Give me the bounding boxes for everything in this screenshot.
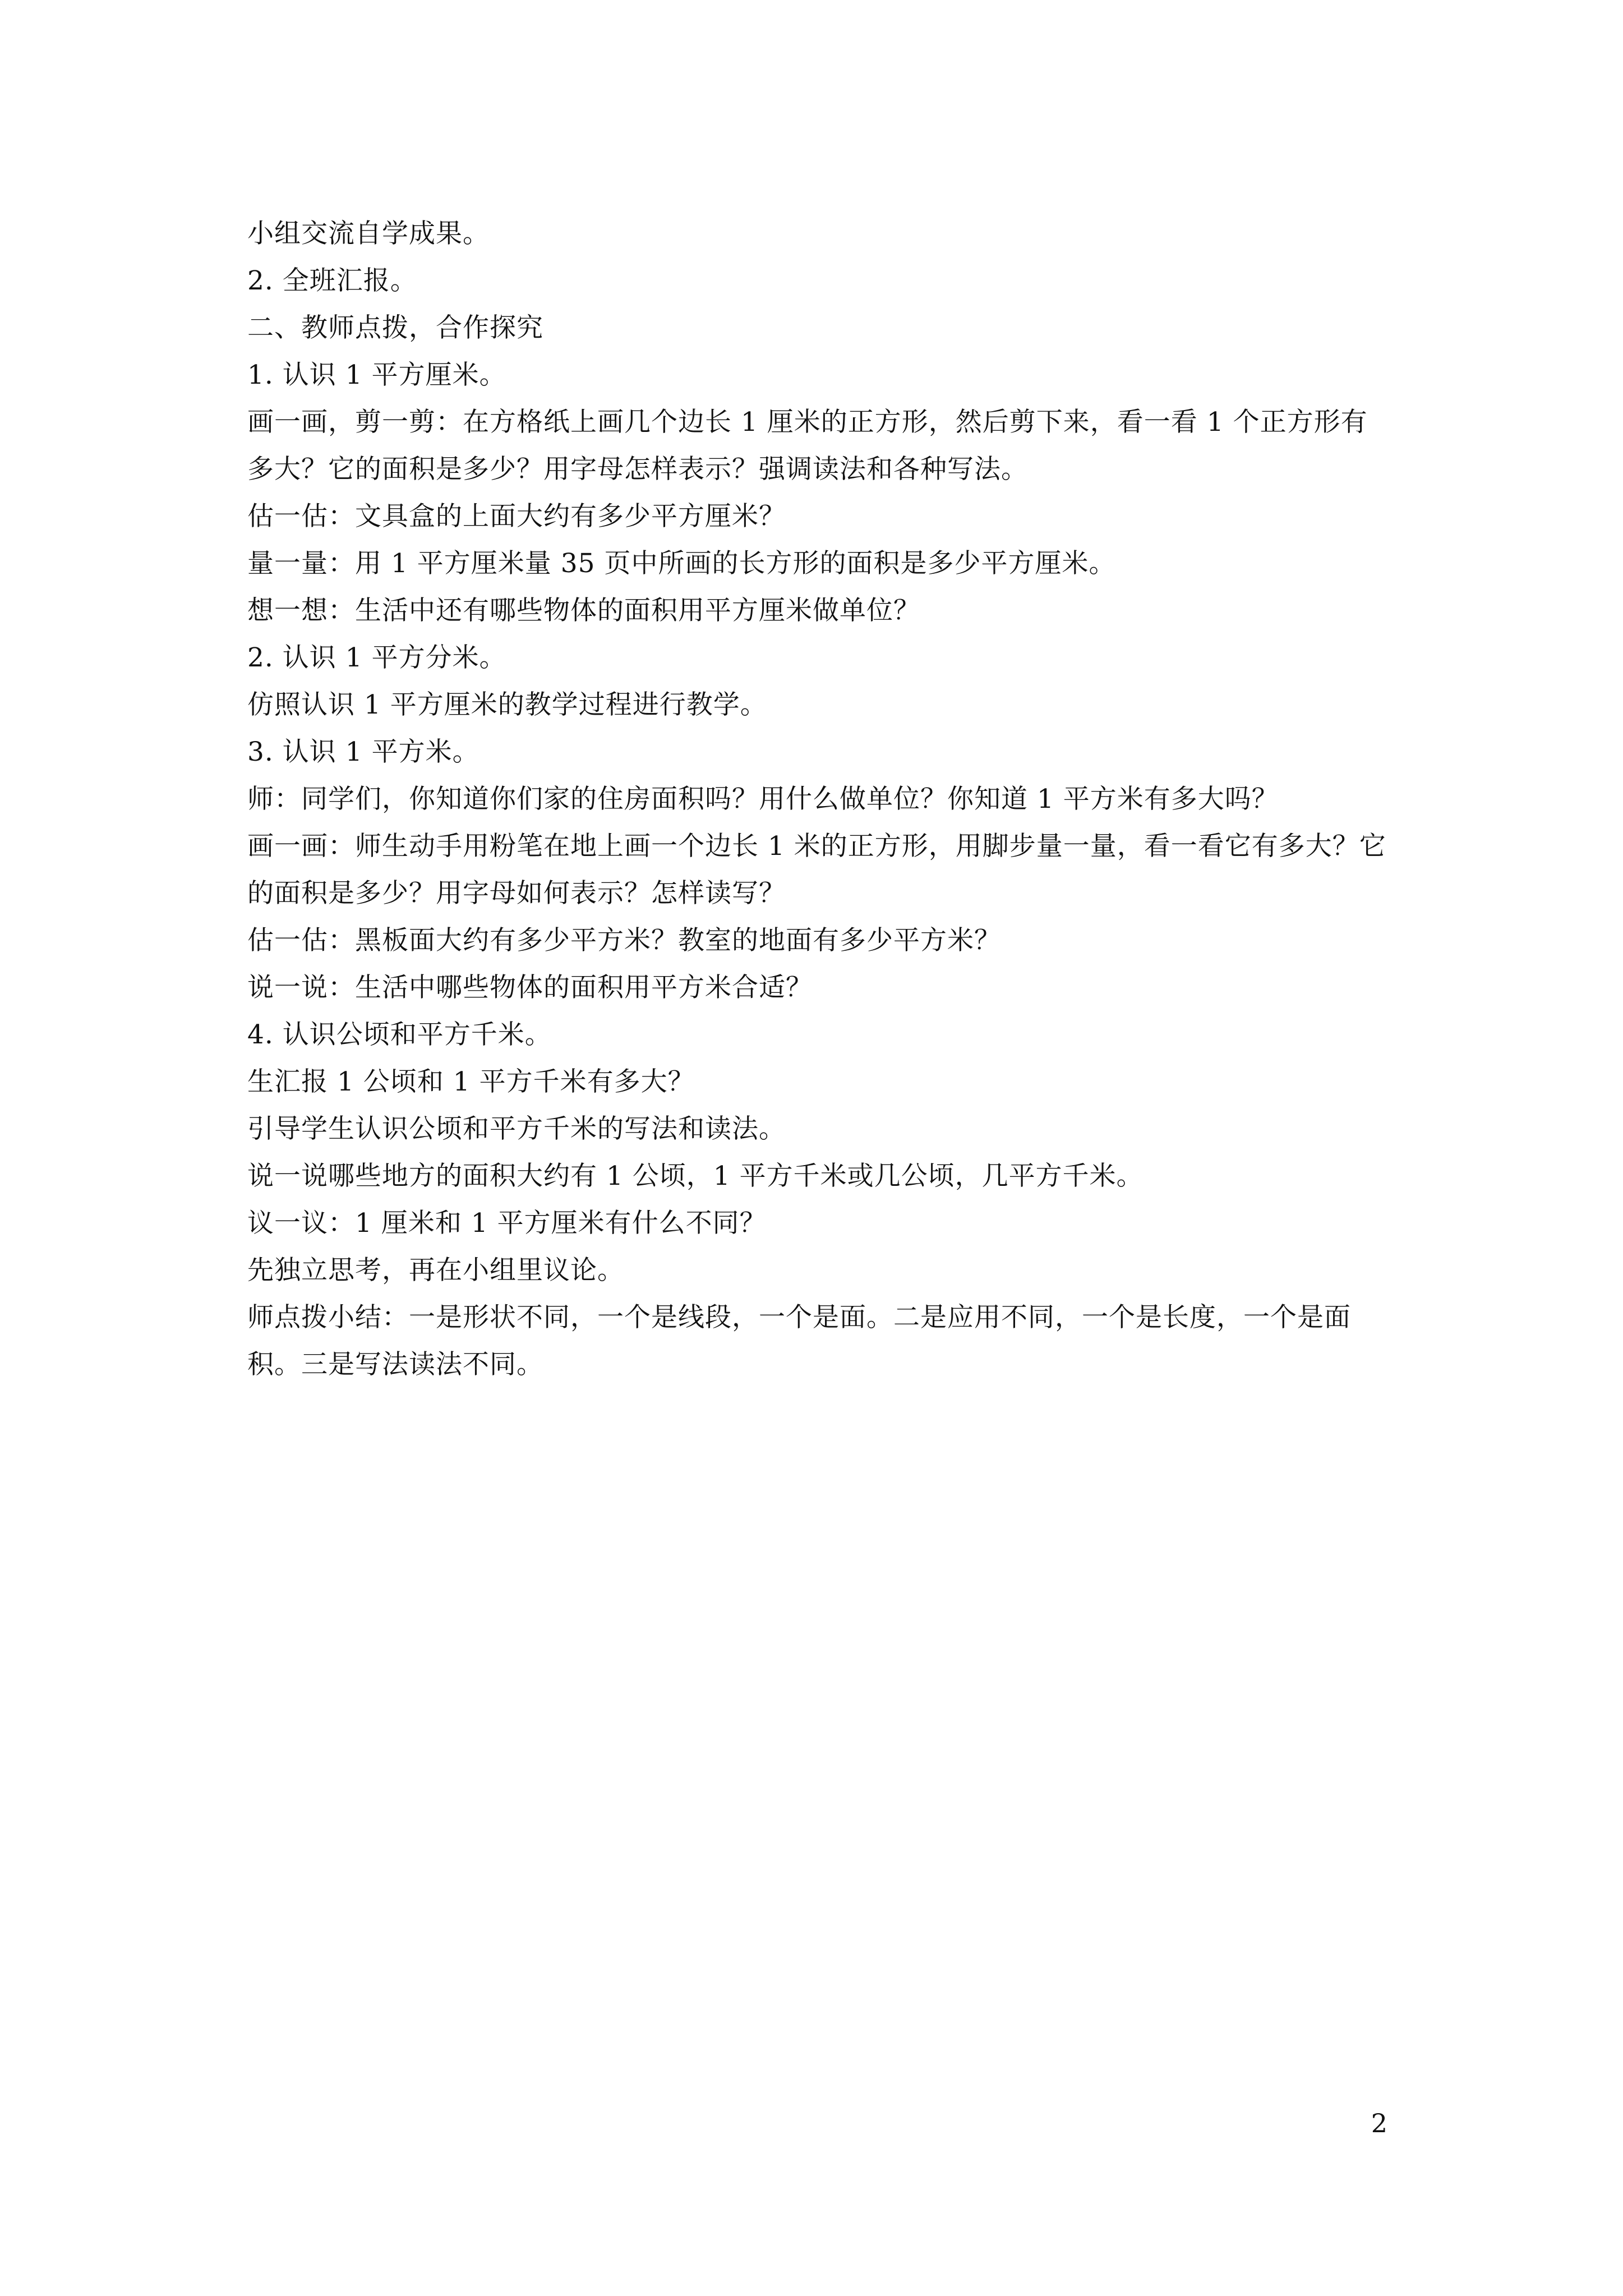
paragraph-2: 2. 全班汇报。: [247, 265, 417, 296]
paragraph-1: 小组交流自学成果。: [247, 218, 490, 249]
paragraph-17: 生汇报 1 公顷和 1 平方千米有多大？: [247, 1066, 695, 1097]
paragraph-7: 量一量：用 1 平方厘米量 35 页中所画的长方形的面积是多少平方厘米。: [247, 548, 1116, 579]
paragraph-8: 想一想：生活中还有哪些物体的面积用平方厘米做单位？: [247, 595, 920, 626]
paragraph-22: 师点拨小结：一是形状不同，一个是线段，一个是面。二是应用不同，一个是长度，一个是面积。三是写法读法不同。: [247, 1302, 1351, 1380]
paragraph-20: 议一议：1 厘米和 1 平方厘米有什么不同？: [247, 1208, 767, 1239]
paragraph-16: 4. 认识公顷和平方千米。: [247, 1019, 552, 1050]
paragraph-6: 估一估：文具盒的上面大约有多少平方厘米？: [247, 501, 786, 532]
paragraph-21: 先独立思考，再在小组里议论。: [247, 1255, 624, 1286]
paragraph-15: 说一说：生活中哪些物体的面积用平方米合适？: [247, 972, 813, 1003]
paragraph-11: 3. 认识 1 平方米。: [247, 737, 479, 767]
paragraph-12: 师：同学们，你知道你们家的住房面积吗？用什么做单位？你知道 1 平方米有多大吗？: [247, 784, 1279, 815]
paragraph-18: 引导学生认识公顷和平方千米的写法和读法。: [247, 1114, 786, 1144]
paragraph-9: 2. 认识 1 平方分米。: [247, 642, 506, 673]
paragraph-10: 仿照认识 1 平方厘米的教学过程进行教学。: [247, 689, 767, 720]
paragraph-5: 画一画，剪一剪：在方格纸上画几个边长 1 厘米的正方形，然后剪下来，看一看 1 个正方形有多大？它的面积是多少？用字母怎样表示？强调读法和各种写法。: [247, 407, 1368, 485]
section-heading: 二、教师点拨，合作探究: [247, 312, 543, 343]
page-number: 2: [1371, 2108, 1387, 2138]
document-body: [247, 210, 1391, 1388]
paragraph-19: 说一说哪些地方的面积大约有 1 公顷，1 平方千米或几公顷，几平方千米。: [247, 1161, 1144, 1191]
paragraph-13: 画一画：师生动手用粉笔在地上画一个边长 1 米的正方形，用脚步量一量，看一看它有多大？它的面积是多少？用字母如何表示？怎样读写？: [247, 831, 1386, 909]
paragraph-4: 1. 认识 1 平方厘米。: [247, 360, 506, 390]
paragraph-14: 估一估：黑板面大约有多少平方米？教室的地面有多少平方米？: [247, 925, 1001, 956]
